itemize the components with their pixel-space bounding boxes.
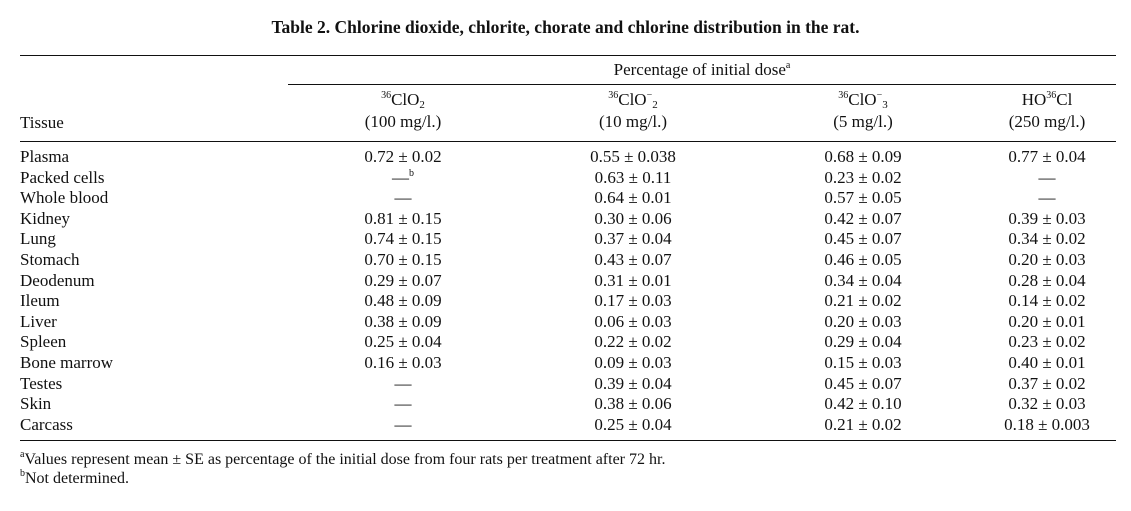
value-cell: 0.29 ± 0.04: [824, 332, 902, 352]
spanner-rule: [288, 84, 1116, 85]
footnote-mark-a: a: [785, 60, 791, 71]
table-row: [20, 229, 1116, 250]
value-cell: 0.29 ± 0.07: [364, 270, 442, 290]
column-dose: (100 mg/l.): [364, 112, 442, 131]
value-cell: 0.42 ± 0.10: [824, 394, 902, 414]
value-cell: 0.25 ± 0.04: [594, 414, 672, 434]
table-row: [20, 271, 1116, 292]
footnote-mark: b: [20, 468, 25, 479]
column-dose: (250 mg/l.): [1008, 112, 1086, 131]
tissue-cell: Testes: [20, 373, 63, 393]
value-cell: 0.32 ± 0.03: [1008, 394, 1086, 414]
value-cell: 0.30 ± 0.06: [594, 208, 672, 228]
column-header-clo2: [288, 89, 518, 133]
value-cell: 0.14 ± 0.02: [1008, 291, 1086, 311]
footnote-text: Not determined.: [25, 470, 129, 487]
spanner-text: Percentage of initial dose: [613, 60, 786, 79]
value-cell: 0.64 ± 0.01: [594, 188, 672, 208]
value-cell: 0.38 ± 0.06: [594, 394, 672, 414]
tissue-cell: Stomach: [20, 249, 80, 269]
value-cell: 0.37 ± 0.04: [594, 229, 672, 249]
value-cell: 0.72 ± 0.02: [364, 147, 442, 166]
value-cell: 0.45 ± 0.07: [824, 373, 902, 393]
value-cell: 0.42 ± 0.07: [824, 208, 902, 228]
value-cell: —: [394, 414, 412, 434]
footnote-mark: a: [20, 449, 25, 460]
value-cell: 0.81 ± 0.15: [364, 208, 442, 228]
value-cell: 0.55 ± 0.038: [590, 147, 676, 166]
value-cell: 0.68 ± 0.09: [824, 147, 902, 166]
table-row: [20, 312, 1116, 333]
table-row: [20, 209, 1116, 230]
table-row: [20, 250, 1116, 271]
value-cell: 0.34 ± 0.04: [824, 270, 902, 290]
value-cell: 0.34 ± 0.02: [1008, 229, 1086, 249]
tissue-cell: Ileum: [20, 291, 60, 311]
value-cell: —: [394, 394, 412, 414]
value-cell: 0.06 ± 0.03: [594, 311, 672, 331]
value-cell: 0.18 ± 0.003: [1004, 414, 1090, 434]
column-compound: $^{36}$ClO−$_2$: [608, 90, 658, 111]
header-rule: [20, 141, 1116, 142]
value-cell: 0.57 ± 0.05: [824, 188, 902, 208]
value-cell: 0.40 ± 0.01: [1008, 352, 1086, 372]
table-row: [20, 394, 1116, 415]
bottom-rule: [20, 440, 1116, 441]
column-header-chlorate: [748, 89, 978, 133]
value-cell: 0.28 ± 0.04: [1008, 270, 1086, 290]
column-header-hocl: [978, 89, 1116, 133]
tissue-cell: Liver: [20, 311, 57, 331]
value-cell: 0.23 ± 0.02: [1008, 332, 1086, 352]
data-table: [20, 147, 1116, 435]
tissue-cell: Plasma: [20, 147, 70, 166]
table-title: Table 2. Chlorine dioxide, chlorite, chorate and chlorine distribution in the rat.: [271, 17, 860, 37]
tissue-cell: Spleen: [20, 332, 67, 352]
value-cell: 0.74 ± 0.15: [364, 229, 442, 249]
tissue-cell: Lung: [20, 229, 56, 249]
tissue-cell: Packed cells: [20, 167, 105, 187]
value-cell: —: [394, 373, 412, 393]
table-row: [20, 415, 1116, 436]
tissue-column-header: Tissue: [20, 113, 64, 132]
value-cell: 0.39 ± 0.04: [594, 373, 672, 393]
value-cell: 0.45 ± 0.07: [824, 229, 902, 249]
table-row: [20, 168, 1116, 189]
value-cell: 0.37 ± 0.02: [1008, 373, 1086, 393]
value-cell: 0.20 ± 0.03: [1008, 249, 1086, 269]
value-cell: 0.70 ± 0.15: [364, 249, 442, 269]
table-row: [20, 291, 1116, 312]
tissue-cell: Carcass: [20, 414, 73, 434]
value-cell: 0.20 ± 0.03: [824, 311, 902, 331]
value-cell: 0.21 ± 0.02: [824, 291, 902, 311]
column-compound: $^{36}$ClO−$_3$: [838, 90, 888, 111]
value-cell: 0.31 ± 0.01: [594, 270, 672, 290]
value-cell: 0.21 ± 0.02: [824, 414, 902, 434]
column-header-chlorite: [518, 89, 748, 133]
column-dose: (10 mg/l.): [599, 112, 667, 131]
top-rule: [20, 55, 1116, 56]
tissue-cell: Kidney: [20, 208, 71, 228]
value-cell: —: [1038, 188, 1056, 208]
footnote-a: [20, 451, 665, 469]
table-row: [20, 188, 1116, 209]
value-cell: 0.20 ± 0.01: [1008, 311, 1086, 331]
value-cell: 0.39 ± 0.03: [1008, 208, 1086, 228]
value-cell: 0.46 ± 0.05: [824, 249, 902, 269]
tissue-cell: Whole blood: [20, 188, 109, 208]
tissue-cell: Bone marrow: [20, 352, 114, 372]
value-cell: 0.09 ± 0.03: [594, 352, 672, 372]
table-row: [20, 353, 1116, 374]
footnote-b: [20, 470, 129, 488]
value-cell: 0.63 ± 0.11: [594, 167, 672, 187]
value-cell: 0.25 ± 0.04: [364, 332, 442, 352]
tissue-cell: Skin: [20, 394, 52, 414]
table-row: [20, 147, 1116, 168]
footnote-mark: b: [409, 167, 414, 179]
value-cell: 0.17 ± 0.03: [594, 291, 672, 311]
value-cell: 0.15 ± 0.03: [824, 352, 902, 372]
table-row: [20, 332, 1116, 353]
value-cell: 0.38 ± 0.09: [364, 311, 442, 331]
value-cell: 0.48 ± 0.09: [364, 291, 442, 311]
value-cell: 0.23 ± 0.02: [824, 167, 902, 187]
table-row: [20, 374, 1116, 395]
value-cell: 0.22 ± 0.02: [594, 332, 672, 352]
value-cell: —$^b$: [392, 167, 414, 187]
value-cell: 0.43 ± 0.07: [594, 249, 672, 269]
value-cell: —: [394, 188, 412, 208]
value-cell: 0.16 ± 0.03: [364, 352, 442, 372]
column-compound: $^{36}$ClO$_2$: [381, 90, 425, 111]
value-cell: —: [1038, 167, 1056, 187]
column-compound: HO$^{36}$Cl: [1021, 90, 1073, 109]
value-cell: 0.77 ± 0.04: [1008, 147, 1086, 166]
tissue-cell: Deodenum: [20, 270, 95, 290]
spanner-header: [288, 60, 1116, 80]
footnote-text: Values represent mean ± SE as percentage of the initial dose from four rats per treatment after 72 hr.: [24, 451, 666, 468]
column-dose: (5 mg/l.): [833, 112, 893, 131]
